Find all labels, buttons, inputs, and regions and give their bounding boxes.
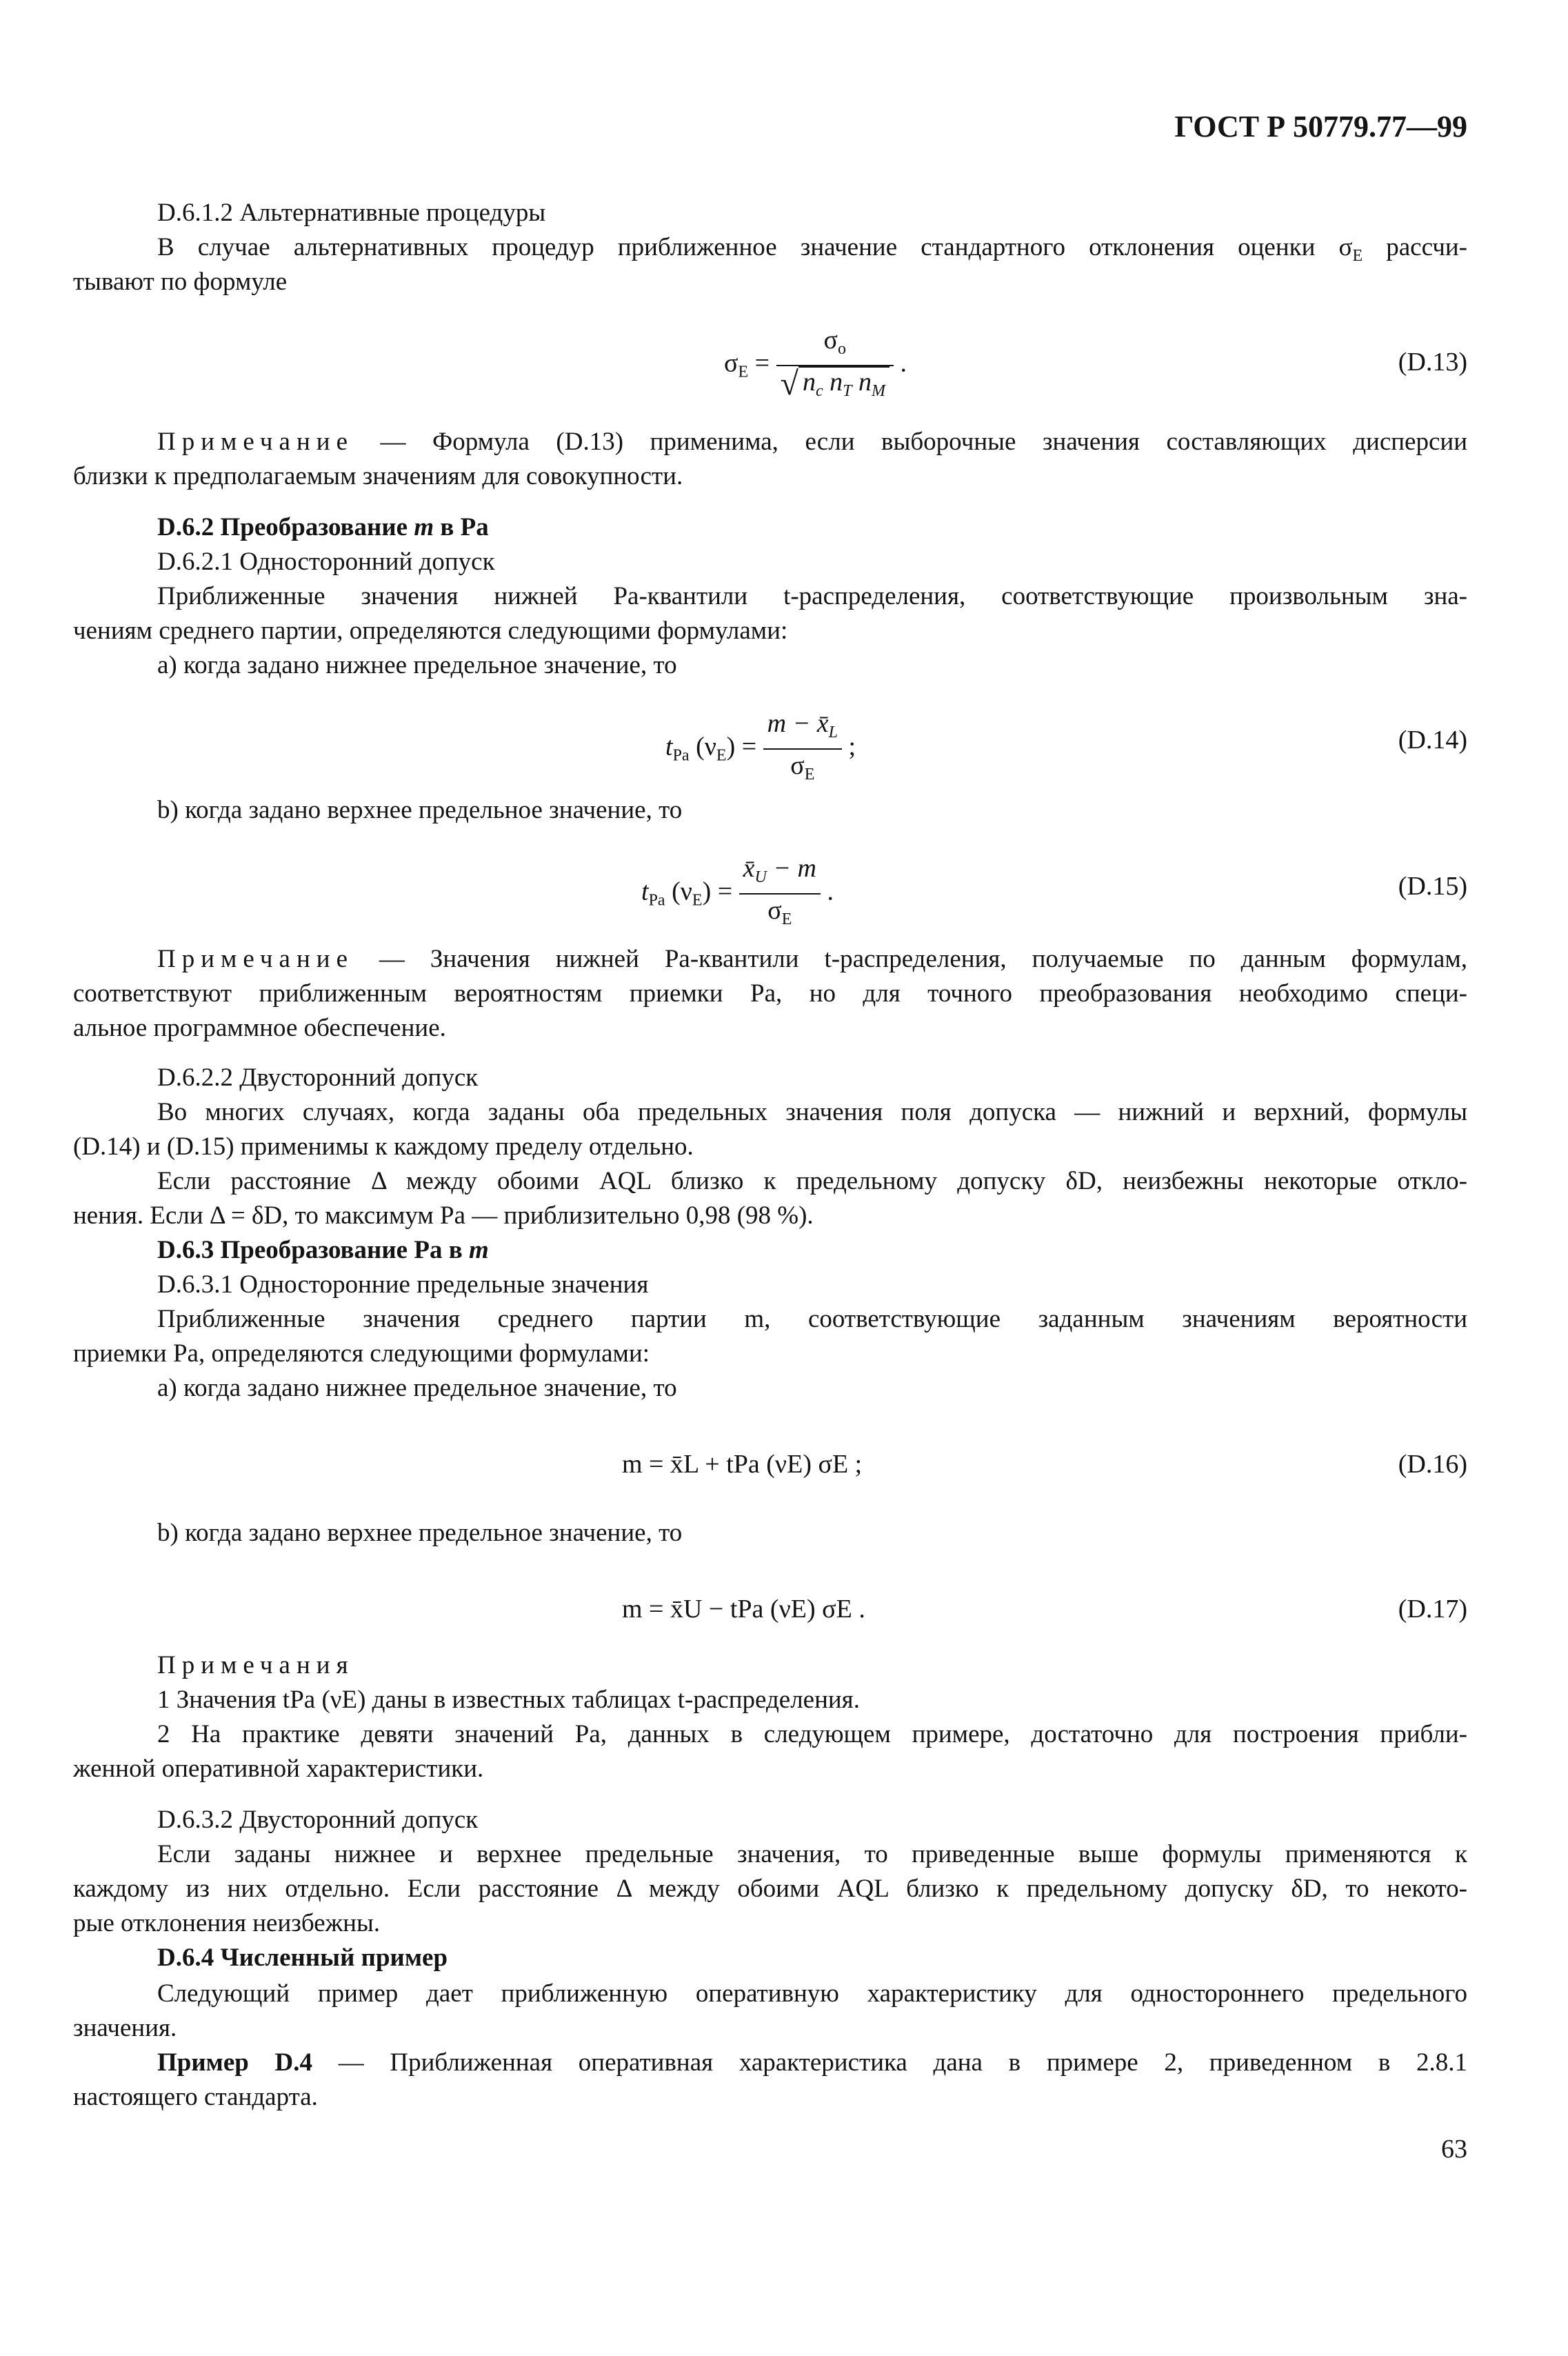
case-b-upper-2: b) когда задано верхнее предельное значение, то (157, 1519, 683, 1547)
note-d15-line2: соответствуют приближенным вероятностям приемки Ра, но для точного преобразования необходимо специ- (73, 979, 1467, 1008)
note-label: Примечание (157, 945, 354, 973)
case-a-lower: a) когда задано нижнее предельное значение, то (157, 651, 677, 679)
subsection-title-d6-3-1: D.6.3.1 Односторонние предельные значения (157, 1270, 649, 1299)
formula-d17: m = x̄U − tPa (νE) σE . (622, 1595, 865, 1624)
formula-d15: $t_{Pa}$ $(\nu_E)$ = $\frac{x̄_U - m}{\sigma_E}$ . (641, 854, 834, 928)
equation-number-d13: (D.13) (1398, 348, 1467, 377)
paragraph-d6-3-2-line3: рые отклонения неизбежны. (73, 1909, 381, 1937)
formula-d13: $\sigma_E$ = $\frac{\sigma_o}{√ n_c n_T n_M}$ . (724, 326, 907, 402)
paragraph-d6-4-line2: значения. (73, 2014, 177, 2042)
example-d4-line2: настоящего стандарта. (73, 2083, 318, 2111)
note-label: Примечание (157, 428, 354, 456)
note-d15-line1: Примечание — Значения нижней Ра-квантили t-распределения, получаемые по данным формулам, (157, 945, 1467, 973)
paragraph-d6-3-1-line1: Приближенные значения среднего партии m, соответствующие заданным значениям вероятности (157, 1305, 1467, 1333)
note-2-line1: 2 На практике девяти значений Ра, данных в следующем примере, достаточно для построения прибли- (157, 1720, 1467, 1748)
paragraph-d6-2-2-line1: Во многих случаях, когда заданы оба предельных значения поля допуска — нижний и верхний, формулы (157, 1098, 1467, 1126)
paragraph-d6-2-2-line3: Если расстояние Δ между обоими AQL близко к предельному допуску δD, неизбежны некоторые откло- (157, 1167, 1467, 1195)
document-header: ГОСТ Р 50779.77—99 (1174, 110, 1467, 143)
subsection-title-d6-2-1: D.6.2.1 Односторонний допуск (157, 548, 495, 576)
equation-number-d16: (D.16) (1398, 1450, 1467, 1479)
section-title-d6-1-2: D.6.1.2 Альтернативные процедуры (157, 199, 546, 227)
paragraph-d6-3-2-line2: каждому из них отдельно. Если расстояние Δ между обоими AQL близко к предельному допуску δD, то некото- (73, 1875, 1467, 1903)
note-d15-line3: альное программное обеспечение. (73, 1014, 446, 1042)
page-number: 63 (1441, 2135, 1467, 2164)
section-heading-d6-4: D.6.4 Численный пример (157, 1944, 448, 1972)
section-heading-d6-2: D.6.2 Преобразование m в Ра (157, 513, 489, 541)
note-2-line2: женной оперативной характеристики. (73, 1755, 484, 1783)
case-a-lower-2: a) когда задано нижнее предельное значение, то (157, 1374, 677, 1402)
paragraph-d6-3-1-line2: приемки Ра, определяются следующими формулами: (73, 1339, 650, 1368)
paragraph-d6-2-1-line1: Приближенные значения нижней Ра-квантили t-распределения, соответствующие произвольным зна- (157, 582, 1467, 610)
equation-number-d17: (D.17) (1398, 1595, 1467, 1624)
note-1: 1 Значения tPa (νE) даны в известных таблицах t-распределения. (157, 1686, 860, 1714)
notes-label: Примечания (157, 1651, 354, 1679)
formula-d14: $t_{Pa}$ $(\nu_E)$ = $\frac{m - x̄_L}{\sigma_E}$ ; (665, 709, 856, 783)
subsection-title-d6-3-2: D.6.3.2 Двусторонний допуск (157, 1806, 479, 1834)
example-d4-line1: Пример D.4 — Приближенная оперативная характеристика дана в примере 2, приведенном в 2.8.1 (157, 2048, 1467, 2077)
paragraph-d6-1-2-line1: В случае альтернативных процедур приближенное значение стандартного отклонения оценки $\sigma_E$ рассчи- (157, 233, 1467, 265)
subsection-title-d6-2-2: D.6.2.2 Двусторонний допуск (157, 1064, 479, 1092)
equation-number-d15: (D.15) (1398, 872, 1467, 901)
note-d13-line2: близки к предполагаемым значениям для совокупности. (73, 462, 683, 490)
paragraph-d6-3-2-line1: Если заданы нижнее и верхнее предельные значения, то приведенные выше формулы применяются к (157, 1840, 1467, 1868)
paragraph-d6-2-2-line2: (D.14) и (D.15) применимы к каждому пределу отдельно. (73, 1132, 694, 1161)
paragraph-d6-4-line1: Следующий пример дает приближенную оперативную характеристику для одностороннего предельного (157, 1979, 1467, 2008)
note-d13-line1: Примечание — Формула (D.13) применима, если выборочные значения составляющих дисперсии (157, 428, 1467, 456)
paragraph-d6-2-2-line4: нения. Если Δ = δD, то максимум Ра — приблизительно 0,98 (98 %). (73, 1201, 814, 1230)
paragraph-d6-2-1-line2: чениям среднего партии, определяются следующими формулами: (73, 617, 788, 645)
equation-number-d14: (D.14) (1398, 726, 1467, 755)
paragraph-d6-1-2-line2: тывают по формуле (73, 268, 288, 296)
case-b-upper: b) когда задано верхнее предельное значение, то (157, 796, 683, 824)
section-heading-d6-3: D.6.3 Преобразование Ра в m (157, 1236, 489, 1264)
example-label: Пример D.4 (157, 2048, 313, 2077)
formula-d16: m = x̄L + tPa (νE) σE ; (622, 1450, 863, 1479)
